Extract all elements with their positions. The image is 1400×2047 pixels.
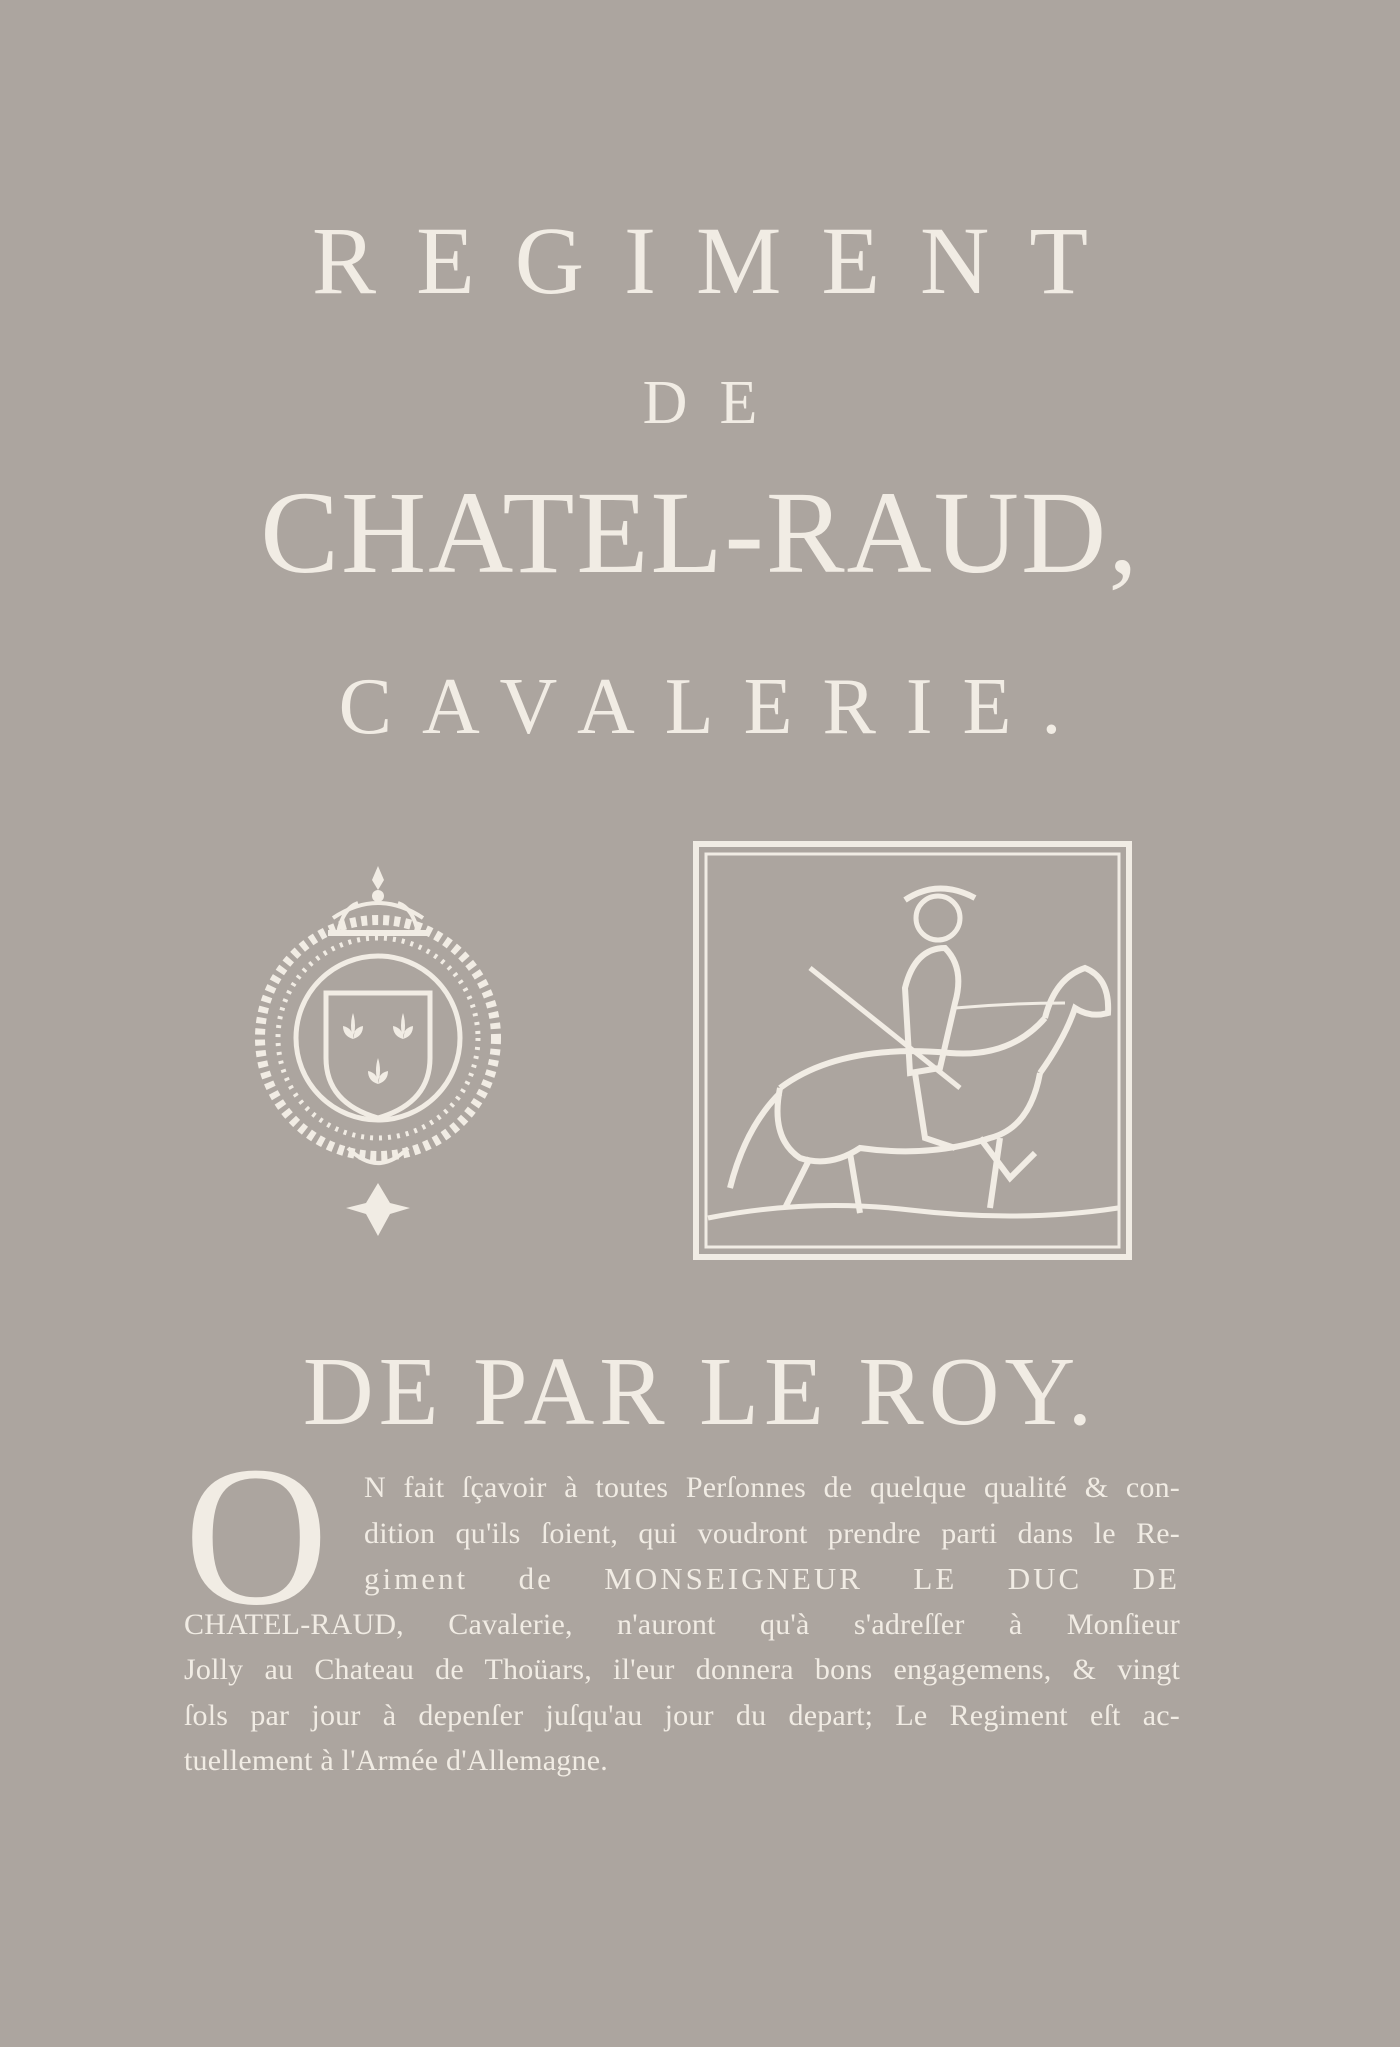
proclamation-text [184,1465,1180,1784]
heading-regiment: REGIMENT [312,207,1128,314]
heading-cavalerie: CAVALERIE. [338,663,1092,751]
text-line: tuellement à l'Armée d'Allemagne. [184,1744,608,1777]
text-line: ſols par jour à depenſer juſqu'au jour du depart; Le Regiment eſt ac- [184,1698,1180,1732]
text-line: N fait ſçavoir à toutes Perſonnes de quelque qualité & con- [364,1471,1180,1504]
text-line: CHATEL-RAUD, Cavalerie, n'auront qu'à s'adreſſer à Monſieur [184,1607,1180,1641]
drop-cap: O [184,1426,329,1647]
text-line: dition qu'ils ſoient, qui voudront prendre parti dans le Re- [364,1516,1180,1550]
coat-of-arms-icon [238,848,518,1243]
heading-de: DE [642,369,790,437]
cavalier-engraving [690,838,1135,1263]
heading-chatel-raud: CHATEL-RAUD, [260,467,1140,598]
text-line: Jolly au Chateau de Thoüars, il'eur donnera bons engagemens, & vingt [184,1653,1180,1686]
text-line: giment de MONSEIGNEUR LE DUC DE [364,1561,1180,1596]
proclamation-title: DE PAR LE ROY. [302,1338,1098,1446]
